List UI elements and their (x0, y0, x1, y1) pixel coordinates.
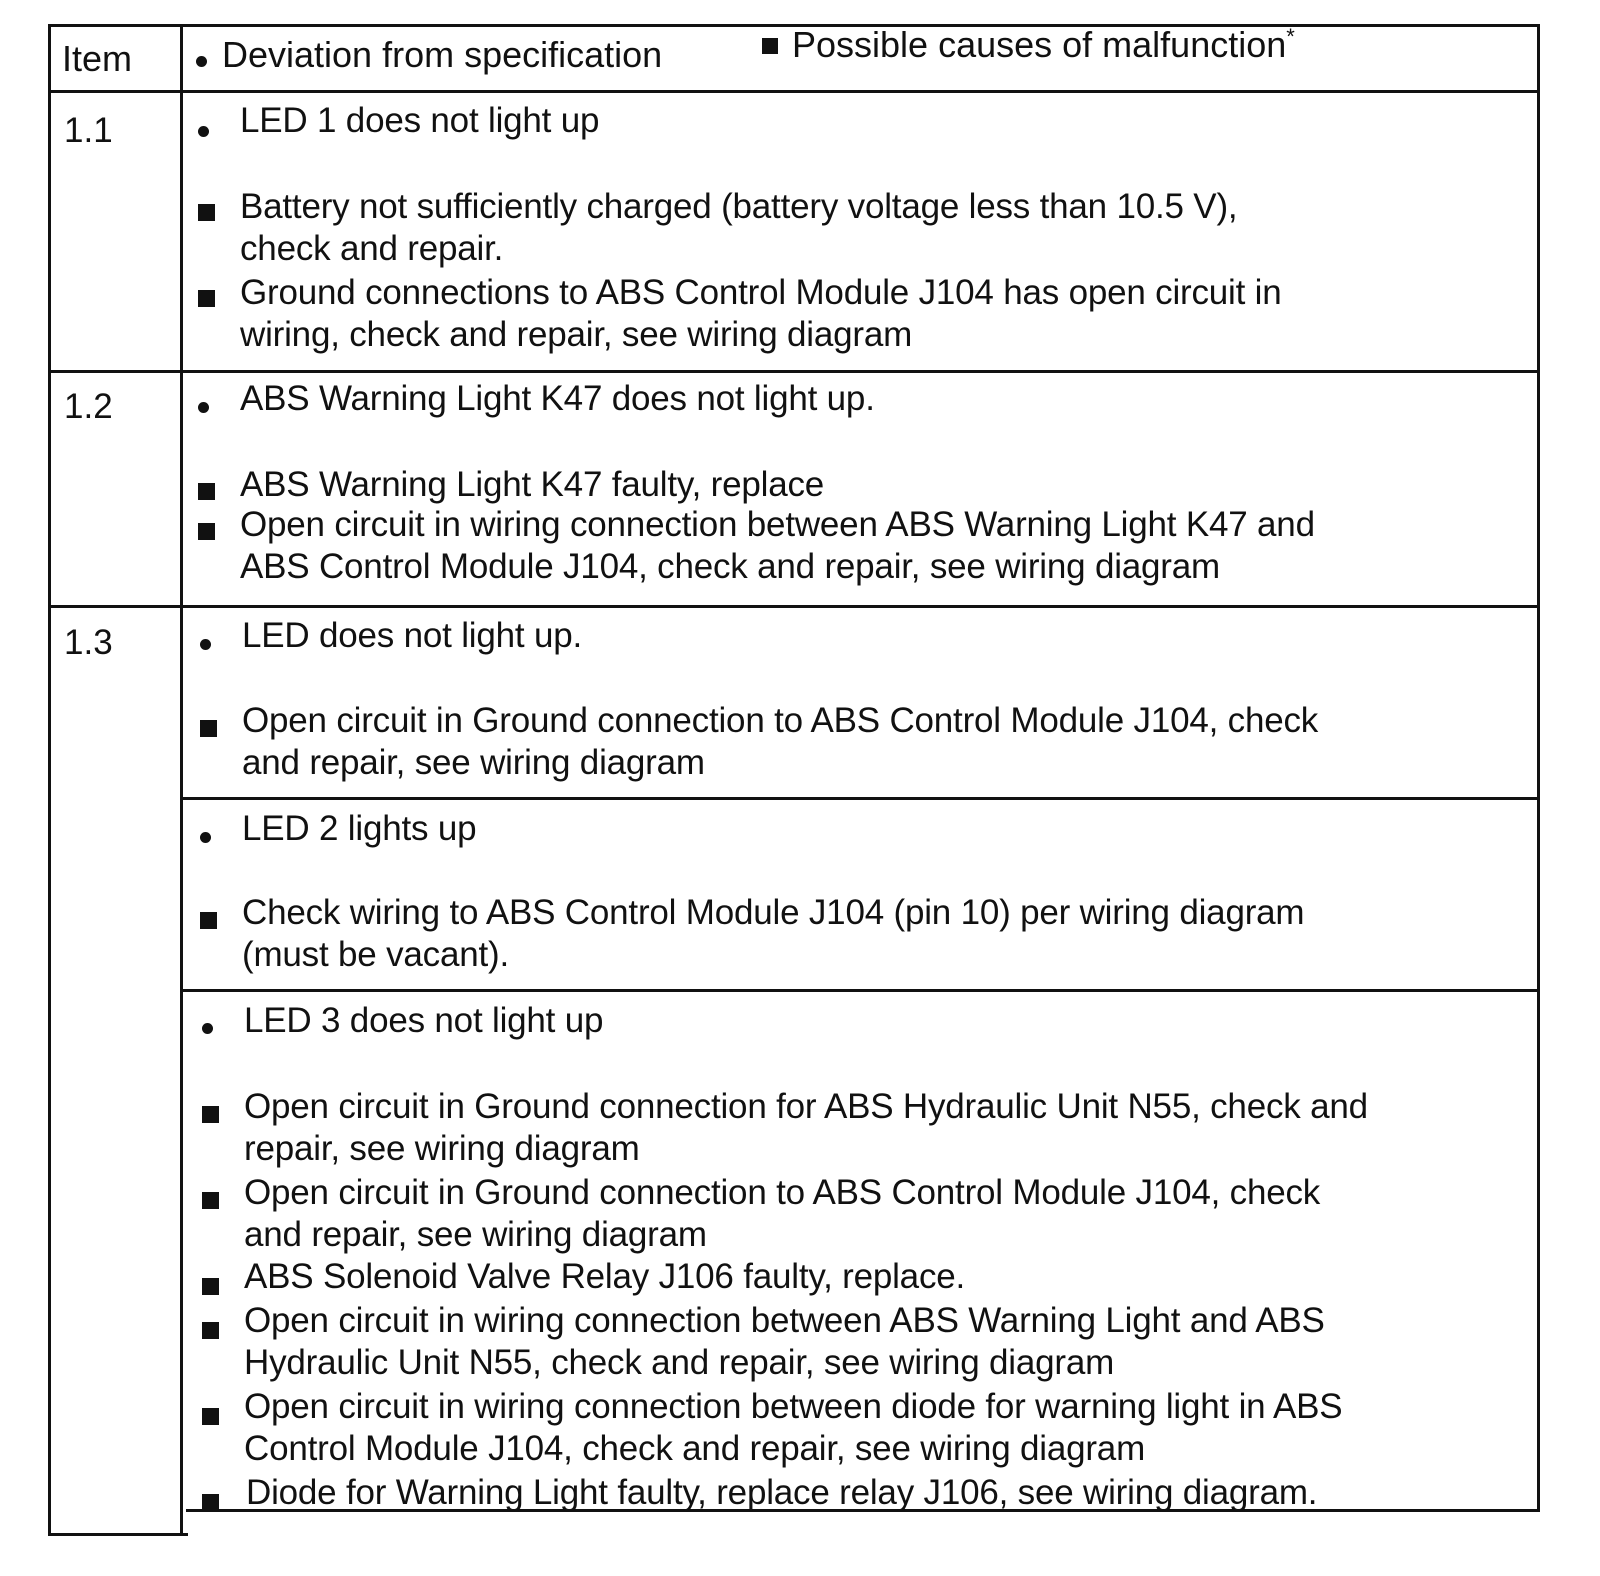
cause-text: Ground connections to ABS Control Module J104 has open circuit in (240, 273, 1282, 312)
row-divider-1-1 (48, 370, 1540, 373)
cause-text: Open circuit in wiring connection between ABS Warning Light K47 and (240, 505, 1315, 544)
cause-text: Open circuit in wiring connection between ABS Warning Light and ABS (244, 1301, 1325, 1340)
bullet-icon (198, 126, 209, 137)
footnote-mark: * (1286, 24, 1295, 49)
item-number: 1.3 (64, 623, 113, 662)
table-border-bottom (48, 1533, 188, 1536)
item-number: 1.1 (64, 111, 113, 150)
cause-text: ABS Control Module J104, check and repair, see wiring diagram (240, 547, 1220, 586)
header-divider (48, 90, 1540, 93)
square-bullet-icon (198, 483, 215, 500)
header-causes (792, 24, 1295, 66)
row-divider-1-2 (48, 605, 1540, 608)
deviation-text: LED 3 does not light up (244, 1001, 604, 1040)
cause-text: ABS Warning Light K47 faulty, replace (240, 465, 825, 504)
cause-text: Open circuit in Ground connection to ABS Control Module J104, check (242, 701, 1319, 740)
table-border-right (1537, 24, 1540, 1512)
square-bullet-icon (202, 1494, 219, 1511)
header-deviation: Deviation from specification (222, 34, 663, 75)
deviation-text: LED does not light up. (242, 616, 582, 655)
subrow-divider-led3 (180, 989, 1540, 992)
table-border-left (48, 24, 51, 1536)
bullet-icon (200, 832, 211, 843)
square-bullet-icon (198, 204, 215, 221)
square-bullet-icon (762, 38, 778, 54)
column-divider (180, 24, 183, 1536)
square-bullet-icon (198, 290, 215, 307)
cause-text: and repair, see wiring diagram (244, 1215, 707, 1254)
deviation-text: ABS Warning Light K47 does not light up. (240, 379, 875, 418)
cause-text: repair, see wiring diagram (244, 1129, 640, 1168)
header-causes-text: Possible causes of malfunction (792, 24, 1287, 65)
deviation-text: LED 2 lights up (242, 809, 477, 848)
square-bullet-icon (202, 1278, 219, 1295)
bullet-icon (198, 402, 209, 413)
square-bullet-icon (200, 720, 217, 737)
item-number: 1.2 (64, 387, 113, 426)
cause-text: Check wiring to ABS Control Module J104 (pin 10) per wiring diagram (242, 893, 1305, 932)
square-bullet-icon (202, 1408, 219, 1425)
deviation-text: LED 1 does not light up (240, 101, 600, 140)
square-bullet-icon (202, 1192, 219, 1209)
cause-text: and repair, see wiring diagram (242, 743, 705, 782)
square-bullet-icon (198, 523, 215, 540)
cause-text: ABS Solenoid Valve Relay J106 faulty, replace. (244, 1257, 966, 1296)
cause-text: Battery not sufficiently charged (battery voltage less than 10.5 V), (240, 187, 1238, 226)
bullet-icon (202, 1023, 213, 1034)
cause-text: Open circuit in Ground connection to ABS Control Module J104, check (244, 1173, 1321, 1212)
square-bullet-icon (202, 1106, 219, 1123)
subrow-divider-led2 (180, 797, 1540, 800)
header-item: Item (62, 38, 133, 79)
square-bullet-icon (200, 912, 217, 929)
cause-text: Diode for Warning Light faulty, replace relay J106, see wiring diagram. (246, 1473, 1318, 1512)
bullet-icon (196, 56, 207, 67)
cause-text: Hydraulic Unit N55, check and repair, see wiring diagram (244, 1343, 1115, 1382)
cause-text: wiring, check and repair, see wiring diagram (240, 315, 913, 354)
bullet-icon (200, 639, 211, 650)
cause-text: Open circuit in wiring connection between diode for warning light in ABS (244, 1387, 1343, 1426)
cause-text: check and repair. (240, 229, 504, 268)
square-bullet-icon (202, 1322, 219, 1339)
cause-text: Open circuit in Ground connection for ABS Hydraulic Unit N55, check and (244, 1087, 1368, 1126)
cause-text: Control Module J104, check and repair, see wiring diagram (244, 1429, 1146, 1468)
cause-text: (must be vacant). (242, 935, 509, 974)
